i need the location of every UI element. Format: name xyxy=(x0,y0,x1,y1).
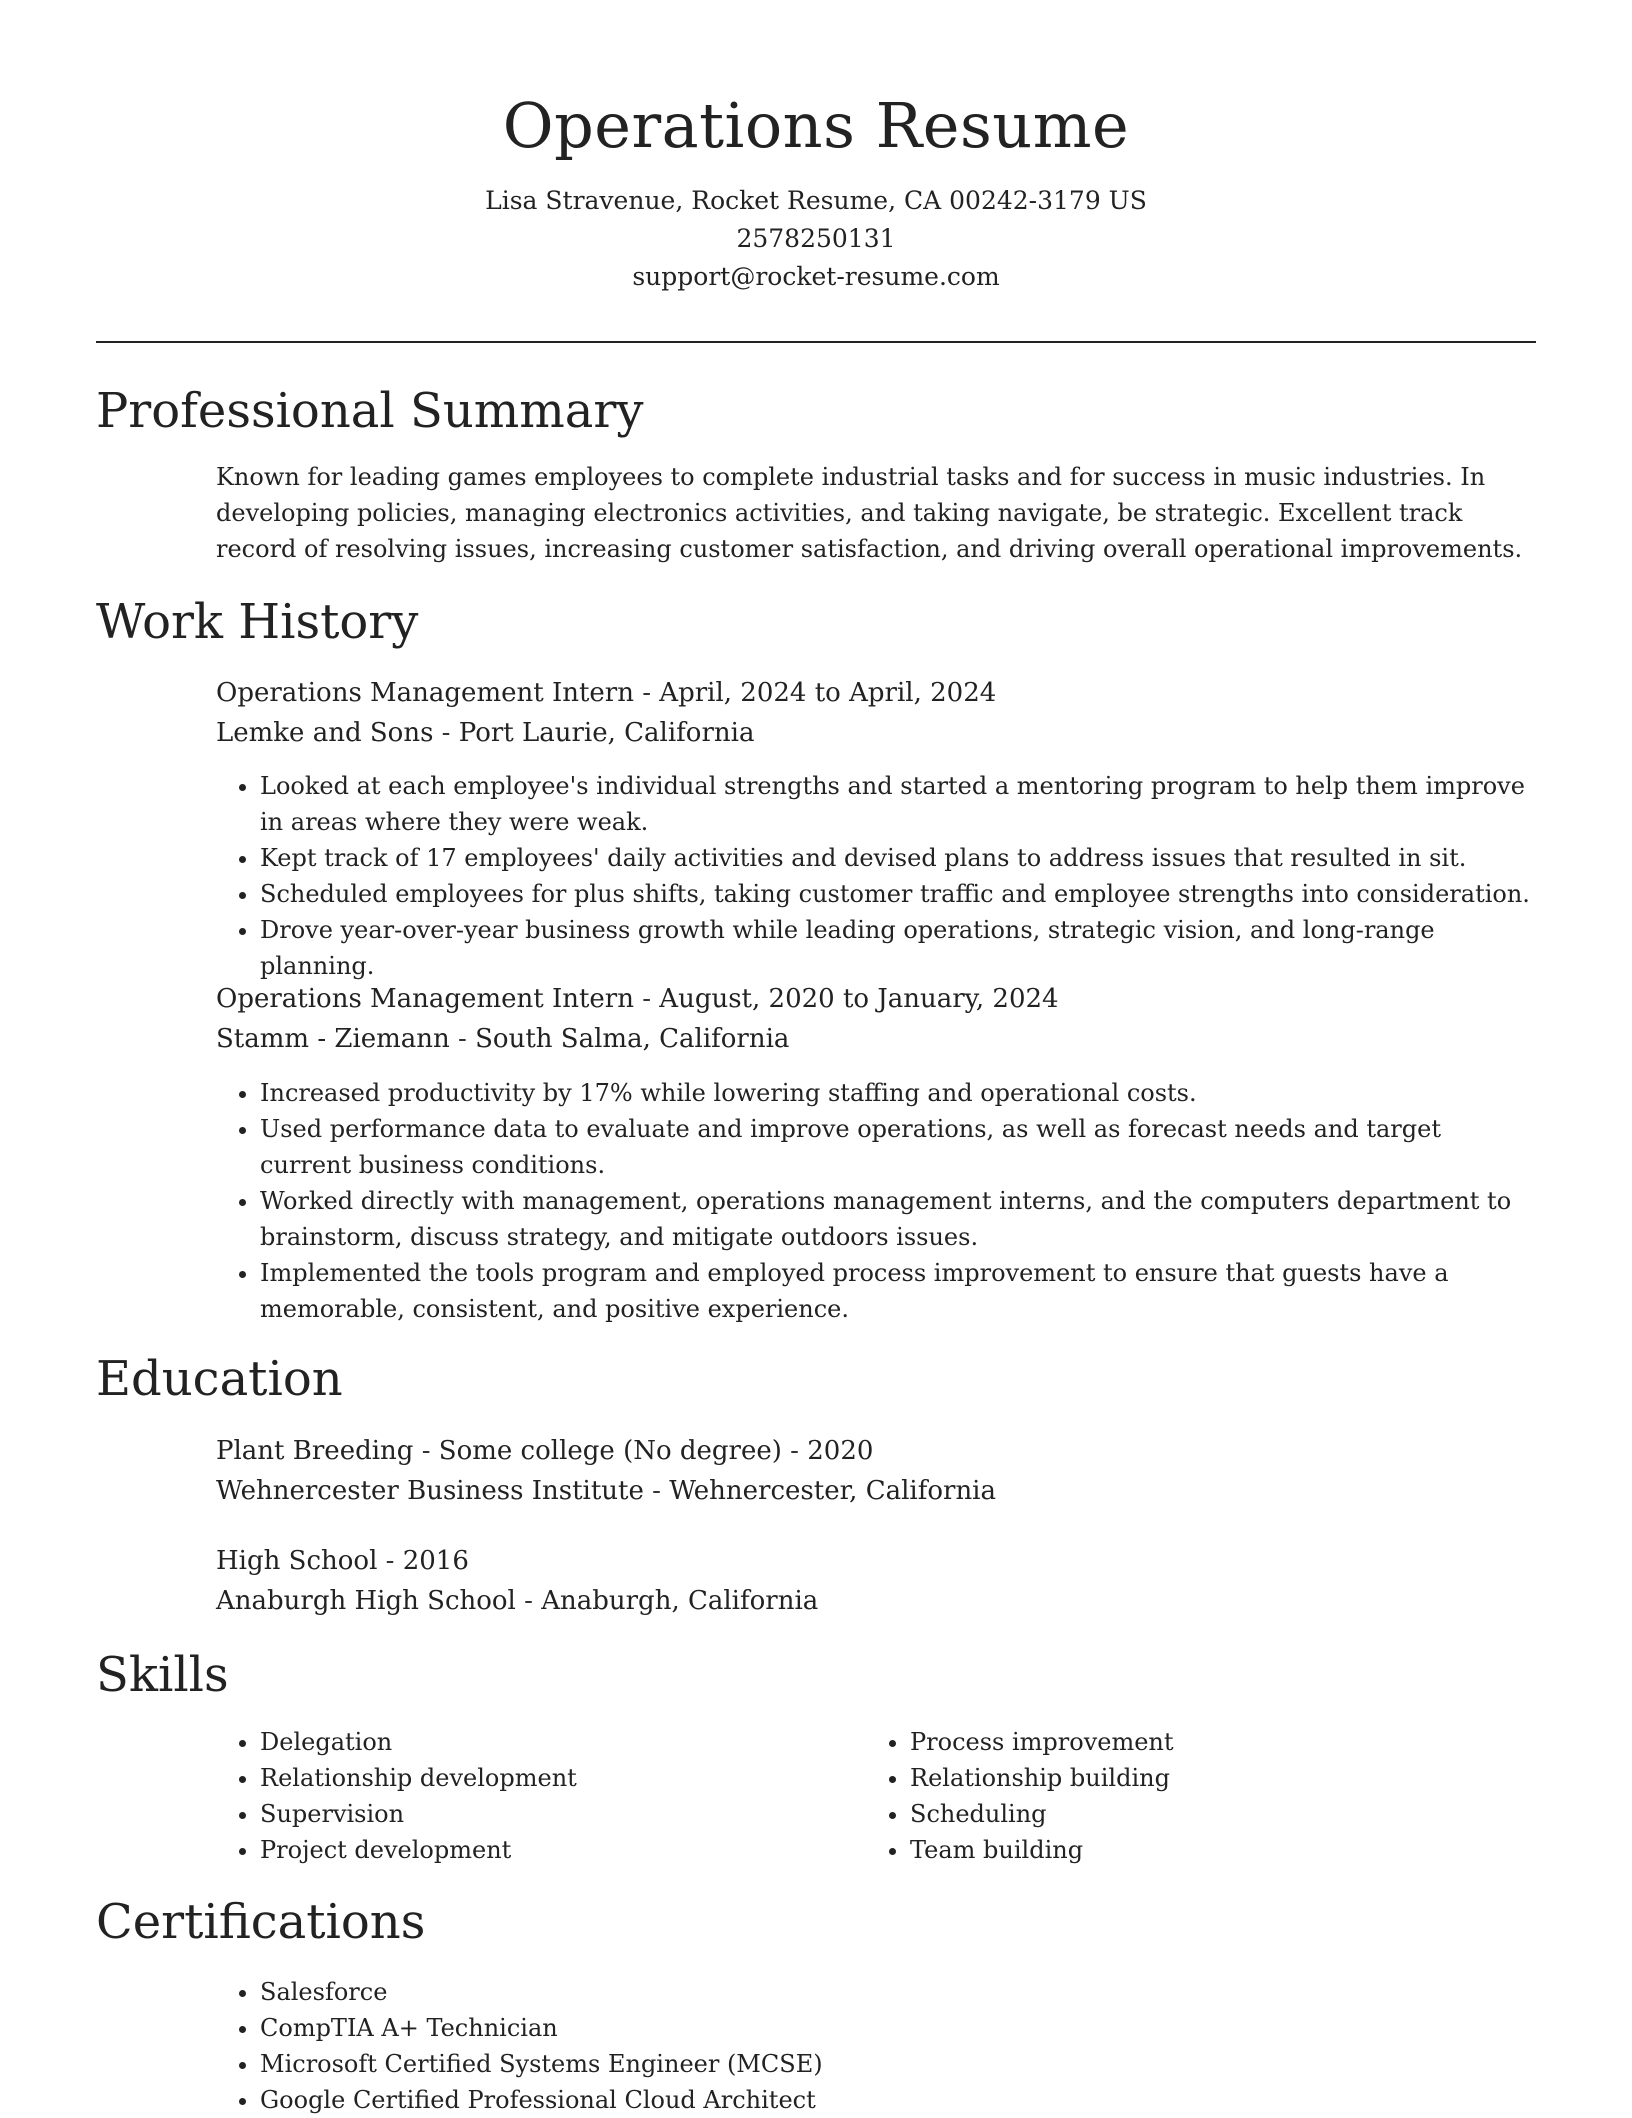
job-bullets-block xyxy=(216,768,1536,984)
certification-item: • Google Certified Professional Cloud Architect xyxy=(260,2082,1536,2118)
job-location: South Salma, California xyxy=(475,1024,790,1054)
skill-item: • Team building xyxy=(910,1832,1466,1868)
separator: - xyxy=(643,1476,670,1506)
education-field: Plant Breeding xyxy=(216,1436,414,1466)
certification-item: • Microsoft Certified Systems Engineer (MCSE) xyxy=(260,2046,1536,2082)
education-school-line xyxy=(216,1471,1536,1511)
job-company-line xyxy=(216,713,1536,753)
job-title: Operations Management Intern xyxy=(216,678,634,708)
education-location: Wehnercester, California xyxy=(669,1476,997,1506)
job-bullet: • Used performance data to evaluate and improve operations, as well as forecast needs and target current business conditions. xyxy=(260,1111,1536,1183)
section-heading-certifications: Certifications xyxy=(96,1894,426,1950)
contact-phone: 2578250131 xyxy=(736,224,896,253)
education-degree: Some college (No degree) xyxy=(438,1436,782,1466)
summary-text: Known for leading games employees to complete industrial tasks and for success in music industries. In developing policies, managing electronics activities, and taking navigate, be strategic. Excellent track record of resolving issues, increasing customer satisfaction, and driving overall operational improvements. xyxy=(216,463,1523,563)
education-degree-line xyxy=(216,1541,1536,1581)
education-school: Anaburgh High School xyxy=(216,1586,516,1616)
separator: - xyxy=(449,1024,476,1054)
job-bullet: • Kept track of 17 employees' daily activities and devised plans to address issues that resulted in sit. xyxy=(260,840,1536,876)
job-title-line xyxy=(216,673,1536,713)
skills-column-left xyxy=(216,1724,816,1868)
job-bullet: • Implemented the tools program and employed process improvement to ensure that guests have a memorable, consistent, and positive experience. xyxy=(260,1255,1536,1327)
skills-column-right xyxy=(866,1724,1466,1868)
job-bullet-list xyxy=(216,1075,1536,1327)
separator: - xyxy=(377,1546,403,1576)
resume-title: Operations Resume xyxy=(502,89,1130,162)
separator: - xyxy=(781,1436,808,1466)
job-entry xyxy=(216,979,1536,1059)
job-bullet: • Worked directly with management, operations management interns, and the computers department to brainstorm, discuss strategy, and mitigate outdoors issues. xyxy=(260,1183,1536,1255)
certifications-list xyxy=(216,1974,1536,2118)
job-dates: April, 2024 to April, 2024 xyxy=(659,678,997,708)
job-dates: August, 2020 to January, 2024 xyxy=(659,984,1059,1014)
job-title-line xyxy=(216,979,1536,1019)
job-bullet: • Scheduled employees for plus shifts, taking customer traffic and employee strengths into consideration. xyxy=(260,876,1536,912)
education-school: Wehnercester Business Institute xyxy=(216,1476,644,1506)
job-entry xyxy=(216,673,1536,753)
skill-item: • Delegation xyxy=(260,1724,816,1760)
education-location: Anaburgh, California xyxy=(541,1586,819,1616)
education-year: 2020 xyxy=(807,1436,874,1466)
skill-item: • Process improvement xyxy=(910,1724,1466,1760)
separator: - xyxy=(633,678,660,708)
section-heading-summary: Professional Summary xyxy=(96,383,644,439)
education-entry xyxy=(216,1541,1536,1621)
certification-item: • Salesforce xyxy=(260,1974,1536,2010)
education-year: 2016 xyxy=(402,1546,469,1576)
contact-info xyxy=(96,182,1536,296)
skill-item: • Scheduling xyxy=(910,1796,1466,1832)
certifications-block xyxy=(216,1974,1536,2118)
skill-item: • Supervision xyxy=(260,1796,816,1832)
separator: - xyxy=(633,984,660,1014)
job-bullets-block xyxy=(216,1075,1536,1327)
job-company: Lemke and Sons xyxy=(216,718,434,748)
separator: - xyxy=(515,1586,542,1616)
job-bullet: • Looked at each employee's individual strengths and started a mentoring program to help them improve in areas where they were weak. xyxy=(260,768,1536,840)
skills-list-left xyxy=(216,1724,816,1868)
contact-address: Lisa Stravenue, Rocket Resume, CA 00242-3179 US xyxy=(485,186,1147,215)
job-title: Operations Management Intern xyxy=(216,984,634,1014)
certification-item: • CompTIA A+ Technician xyxy=(260,2010,1536,2046)
summary-block xyxy=(216,459,1536,567)
section-heading-skills: Skills xyxy=(96,1647,229,1703)
job-company-line xyxy=(216,1019,1536,1059)
contact-email: support@rocket-resume.com xyxy=(632,262,1000,291)
job-bullet: • Increased productivity by 17% while lowering staffing and operational costs. xyxy=(260,1075,1536,1111)
job-company: Stamm - Ziemann xyxy=(216,1024,450,1054)
education-entry xyxy=(216,1431,1536,1511)
skill-item: • Relationship development xyxy=(260,1760,816,1796)
skills-list-right xyxy=(866,1724,1466,1868)
header-divider xyxy=(96,341,1536,343)
separator: - xyxy=(433,718,459,748)
job-location: Port Laurie, California xyxy=(458,718,755,748)
education-field: High School xyxy=(216,1546,378,1576)
resume-header xyxy=(96,88,1536,296)
separator: - xyxy=(413,1436,439,1466)
education-degree-line xyxy=(216,1431,1536,1471)
section-heading-work-history: Work History xyxy=(96,594,419,650)
section-heading-education: Education xyxy=(96,1351,343,1407)
job-bullet: • Drove year-over-year business growth while leading operations, strategic vision, and long-range planning. xyxy=(260,912,1536,984)
skill-item: • Relationship building xyxy=(910,1760,1466,1796)
education-school-line xyxy=(216,1581,1536,1621)
job-bullet-list xyxy=(216,768,1536,984)
skill-item: • Project development xyxy=(260,1832,816,1868)
